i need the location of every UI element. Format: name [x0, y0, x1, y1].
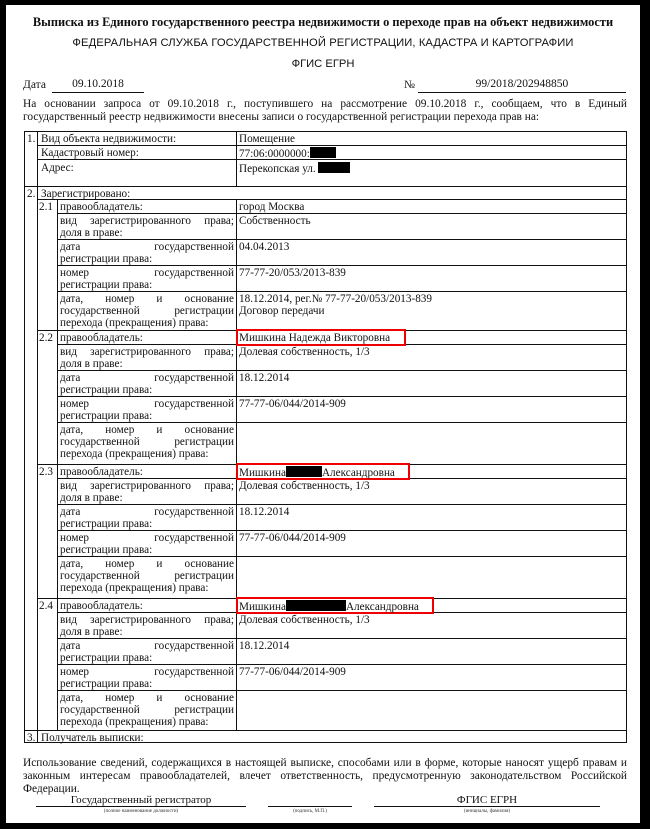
address-value: Перекопская ул.	[239, 162, 350, 175]
reg-date-label: дата государственной регистрации права:	[60, 506, 234, 530]
system-name: ФГИС ЕГРН	[291, 58, 355, 70]
intro-paragraph: На основании запроса от 09.10.2018 г., поступившего на рассмотрение 09.10.2018 г., сообщаем, что в Единый государственный реестр недвижимости внесены записи о государственной регистрации перехода прав на:	[23, 98, 627, 123]
holder-label: правообладатель:	[60, 332, 143, 344]
redaction-block	[286, 600, 346, 611]
date-label: Дата	[23, 79, 46, 91]
entry-2-4-number: 77-77-06/044/2014-909	[239, 666, 346, 678]
section-3-num: 3.	[27, 732, 36, 744]
entry-2-4-right: Долевая собственность, 1/3	[239, 614, 370, 626]
recipient-label: Получатель выписки:	[41, 732, 144, 744]
object-type-label: Вид объекта недвижимости:	[41, 133, 177, 145]
cadastral-label: Кадастровый номер:	[41, 147, 139, 159]
right-type-label: вид зарегистрированного права; доля в праве:	[60, 346, 234, 370]
reg-number-label: номер государственной регистрации права:	[60, 398, 234, 422]
holder-label: правообладатель:	[60, 201, 143, 213]
entry-2-4-holder: Мишкина Александровна	[239, 601, 419, 613]
right-type-label: вид зарегистрированного права; доля в праве:	[60, 215, 234, 239]
document-title: Выписка из Единого государственного реестра недвижимости о переходе прав на объект недвижимости	[32, 15, 614, 29]
agency-name: ФЕДЕРАЛЬНАЯ СЛУЖБА ГОСУДАРСТВЕННОЙ РЕГИСТРАЦИИ, КАДАСТРА И КАРТОГРАФИИ	[72, 37, 574, 49]
entry-2-2-date: 18.12.2014	[239, 372, 290, 384]
initials-caption: (инициалы, фамилия)	[463, 809, 511, 814]
right-type-label: вид зарегистрированного права; доля в праве:	[60, 614, 234, 638]
registrar-position: Государственный регистратор	[70, 794, 212, 806]
basis-label: дата, номер и основание государственной регистрации перехода (прекращения) права:	[60, 558, 234, 594]
entry-2-3-right: Долевая собственность, 1/3	[239, 480, 370, 492]
basis-label: дата, номер и основание государственной регистрации перехода (прекращения) права:	[60, 293, 234, 329]
address-label: Адрес:	[41, 162, 74, 174]
registrar-initials: ФГИС ЕГРН	[456, 794, 518, 806]
basis-label: дата, номер и основание государственной регистрации перехода (прекращения) права:	[60, 692, 234, 728]
reg-number-label: номер государственной регистрации права:	[60, 267, 234, 291]
entry-2-1-date: 04.04.2013	[239, 241, 290, 253]
section-1-num: 1.	[27, 133, 36, 145]
entry-2-1-right: Собственность	[239, 215, 311, 227]
redaction-block	[286, 466, 322, 477]
redaction-block	[318, 162, 350, 173]
records-table	[24, 131, 627, 743]
registered-label: Зарегистрировано:	[41, 188, 131, 200]
reg-number-label: номер государственной регистрации права:	[60, 666, 234, 690]
entry-2-3-number: 77-77-06/044/2014-909	[239, 532, 346, 544]
basis-label: дата, номер и основание государственной регистрации перехода (прекращения) права:	[60, 424, 234, 460]
entry-2-2-number: 77-77-06/044/2014-909	[239, 398, 346, 410]
reg-date-label: дата государственной регистрации права:	[60, 640, 234, 664]
holder-label: правообладатель:	[60, 466, 143, 478]
reg-number-label: номер государственной регистрации права:	[60, 532, 234, 556]
reg-date-label: дата государственной регистрации права:	[60, 241, 234, 265]
entry-2-4-num: 2.4	[39, 600, 53, 612]
section-2-num: 2.	[27, 188, 36, 200]
entry-2-1-holder: город Москва	[239, 201, 305, 213]
entry-2-1-basis: 18.12.2014, рег.№ 77-77-20/053/2013-839	[239, 293, 432, 305]
right-type-label: вид зарегистрированного права; доля в праве:	[60, 480, 234, 504]
signature-caption: (подпись, М.П.)	[293, 809, 327, 814]
number-label: №	[404, 79, 415, 91]
document-page	[6, 5, 640, 823]
cadastral-value: 77:06:0000000:	[239, 147, 336, 160]
entry-2-4-date: 18.12.2014	[239, 640, 290, 652]
entry-2-3-num: 2.3	[39, 466, 53, 478]
entry-2-2-holder: Мишкина Надежда Викторовна	[239, 332, 391, 344]
liability-notice: Использование сведений, содержащихся в настоящей выписке, способами или в форме, которые наносят ущерб правам и законным интересам правообладателей, влечет ответственность, предусмотренную законодательством Российской Федерации.	[23, 757, 627, 795]
position-caption: (полное наименование должности)	[103, 809, 179, 814]
entry-2-1-basis-doc: Договор передачи	[239, 305, 325, 317]
entry-2-1-num: 2.1	[39, 201, 53, 213]
entry-2-3-date: 18.12.2014	[239, 506, 290, 518]
entry-2-1-number: 77-77-20/053/2013-839	[239, 267, 346, 279]
number-value: 99/2018/202948850	[418, 78, 626, 93]
entry-2-3-holder: Мишкина Александровна	[239, 467, 395, 479]
redaction-block	[310, 147, 336, 158]
date-value: 09.10.2018	[52, 78, 144, 93]
object-type-value: Помещение	[239, 133, 296, 145]
entry-2-2-right: Долевая собственность, 1/3	[239, 346, 370, 358]
holder-label: правообладатель:	[60, 600, 143, 612]
entry-2-2-num: 2.2	[39, 332, 53, 344]
reg-date-label: дата государственной регистрации права:	[60, 372, 234, 396]
